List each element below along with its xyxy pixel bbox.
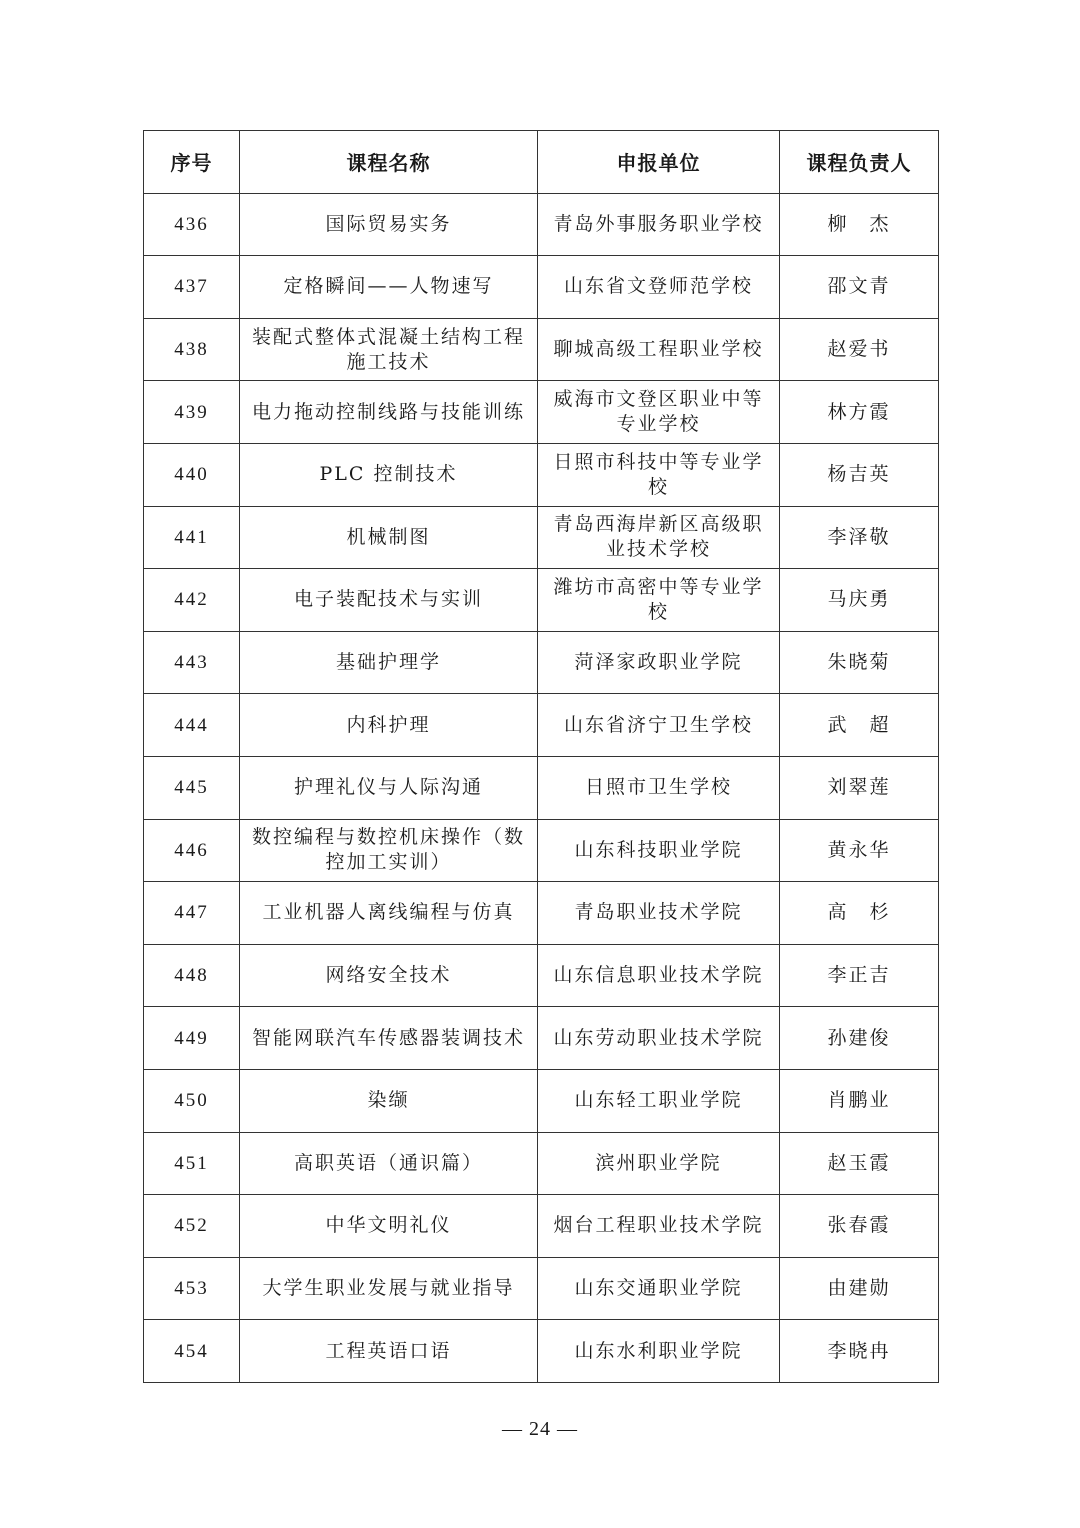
course-name-cell: 工程英语口语 [240, 1320, 538, 1383]
seq-cell: 442 [144, 569, 240, 632]
seq-cell: 445 [144, 756, 240, 819]
course-name-cell: 染缬 [240, 1069, 538, 1132]
table-row [144, 694, 939, 757]
course-name-cell: 电力拖动控制线路与技能训练 [240, 381, 538, 444]
applying-unit-cell: 聊城高级工程职业学校 [538, 318, 780, 381]
course-lead-cell: 肖鹏业 [780, 1069, 939, 1132]
table-row [144, 569, 939, 632]
course-name-cell: 基础护理学 [240, 631, 538, 694]
applying-unit-cell: 山东信息职业技术学院 [538, 944, 780, 1007]
course-lead-cell: 黄永华 [780, 819, 939, 882]
course-lead-cell: 邵文青 [780, 256, 939, 319]
seq-cell: 438 [144, 318, 240, 381]
table-body [144, 193, 939, 1382]
table-row [144, 256, 939, 319]
table-row [144, 506, 939, 569]
table-header-row [144, 131, 939, 194]
table-row [144, 443, 939, 506]
course-lead-cell: 马庆勇 [780, 569, 939, 632]
seq-cell: 453 [144, 1257, 240, 1320]
course-lead-cell: 李正吉 [780, 944, 939, 1007]
table-row [144, 1069, 939, 1132]
applying-unit-cell: 青岛西海岸新区高级职业技术学校 [538, 506, 780, 569]
table-row [144, 318, 939, 381]
header-seq: 序号 [144, 131, 240, 194]
table-row [144, 882, 939, 945]
seq-cell: 436 [144, 193, 240, 256]
applying-unit-cell: 山东劳动职业技术学院 [538, 1007, 780, 1070]
course-lead-cell: 武 超 [780, 694, 939, 757]
course-name-cell: 工业机器人离线编程与仿真 [240, 882, 538, 945]
seq-cell: 441 [144, 506, 240, 569]
applying-unit-cell: 日照市科技中等专业学校 [538, 443, 780, 506]
applying-unit-cell: 山东交通职业学院 [538, 1257, 780, 1320]
seq-cell: 454 [144, 1320, 240, 1383]
applying-unit-cell: 山东水利职业学院 [538, 1320, 780, 1383]
course-lead-cell: 杨吉英 [780, 443, 939, 506]
header-course-lead: 课程负责人 [780, 131, 939, 194]
course-name-cell: 内科护理 [240, 694, 538, 757]
course-name-cell: 定格瞬间——人物速写 [240, 256, 538, 319]
table-row [144, 944, 939, 1007]
applying-unit-cell: 山东科技职业学院 [538, 819, 780, 882]
applying-unit-cell: 潍坊市高密中等专业学校 [538, 569, 780, 632]
table-row [144, 1257, 939, 1320]
course-name-cell: 电子装配技术与实训 [240, 569, 538, 632]
course-lead-cell: 由建勋 [780, 1257, 939, 1320]
course-name-cell: 护理礼仪与人际沟通 [240, 756, 538, 819]
course-lead-cell: 赵爱书 [780, 318, 939, 381]
seq-cell: 449 [144, 1007, 240, 1070]
applying-unit-cell: 威海市文登区职业中等专业学校 [538, 381, 780, 444]
table-row [144, 1132, 939, 1195]
course-name-cell: 机械制图 [240, 506, 538, 569]
table-row [144, 756, 939, 819]
course-lead-cell: 孙建俊 [780, 1007, 939, 1070]
applying-unit-cell: 菏泽家政职业学院 [538, 631, 780, 694]
table-row [144, 631, 939, 694]
course-lead-cell: 高 杉 [780, 882, 939, 945]
course-name-cell: 国际贸易实务 [240, 193, 538, 256]
table-row [144, 1195, 939, 1258]
seq-cell: 437 [144, 256, 240, 319]
seq-cell: 451 [144, 1132, 240, 1195]
applying-unit-cell: 山东省济宁卫生学校 [538, 694, 780, 757]
table-row [144, 1320, 939, 1383]
course-lead-cell: 柳 杰 [780, 193, 939, 256]
table-row [144, 819, 939, 882]
header-applying-unit: 申报单位 [538, 131, 780, 194]
seq-cell: 452 [144, 1195, 240, 1258]
course-lead-cell: 林方霞 [780, 381, 939, 444]
course-lead-cell: 李泽敬 [780, 506, 939, 569]
course-lead-cell: 朱晓菊 [780, 631, 939, 694]
seq-cell: 444 [144, 694, 240, 757]
course-name-cell: 大学生职业发展与就业指导 [240, 1257, 538, 1320]
table-row [144, 193, 939, 256]
header-course-name: 课程名称 [240, 131, 538, 194]
seq-cell: 446 [144, 819, 240, 882]
applying-unit-cell: 青岛职业技术学院 [538, 882, 780, 945]
table-row [144, 381, 939, 444]
course-lead-cell: 李晓冉 [780, 1320, 939, 1383]
seq-cell: 447 [144, 882, 240, 945]
applying-unit-cell: 日照市卫生学校 [538, 756, 780, 819]
course-table [143, 130, 939, 1383]
table-row [144, 1007, 939, 1070]
course-name-cell: 智能网联汽车传感器装调技术 [240, 1007, 538, 1070]
course-name-cell: 中华文明礼仪 [240, 1195, 538, 1258]
course-name-cell: PLC 控制技术 [240, 443, 538, 506]
course-name-cell: 网络安全技术 [240, 944, 538, 1007]
seq-cell: 443 [144, 631, 240, 694]
page-number: — 24 — [502, 1418, 578, 1440]
course-lead-cell: 赵玉霞 [780, 1132, 939, 1195]
applying-unit-cell: 滨州职业学院 [538, 1132, 780, 1195]
seq-cell: 440 [144, 443, 240, 506]
seq-cell: 439 [144, 381, 240, 444]
course-name-cell: 数控编程与数控机床操作（数控加工实训） [240, 819, 538, 882]
course-name-cell: 高职英语（通识篇） [240, 1132, 538, 1195]
applying-unit-cell: 山东轻工职业学院 [538, 1069, 780, 1132]
course-name-cell: 装配式整体式混凝土结构工程施工技术 [240, 318, 538, 381]
seq-cell: 448 [144, 944, 240, 1007]
applying-unit-cell: 山东省文登师范学校 [538, 256, 780, 319]
applying-unit-cell: 青岛外事服务职业学校 [538, 193, 780, 256]
applying-unit-cell: 烟台工程职业技术学院 [538, 1195, 780, 1258]
seq-cell: 450 [144, 1069, 240, 1132]
course-lead-cell: 刘翠莲 [780, 756, 939, 819]
course-lead-cell: 张春霞 [780, 1195, 939, 1258]
